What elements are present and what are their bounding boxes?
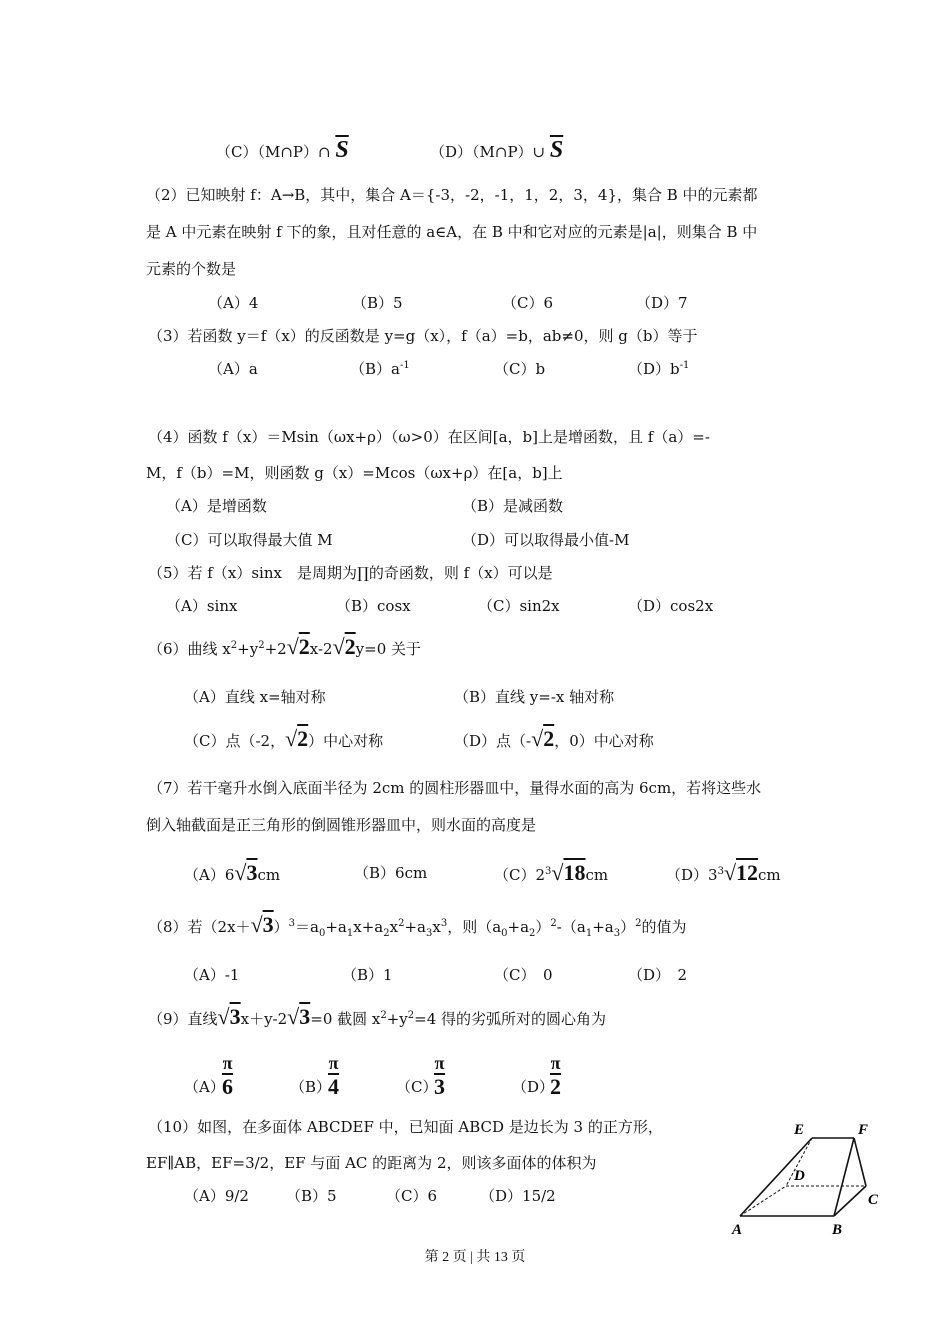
q6-stem-d: x-2 <box>309 640 333 658</box>
radicand: 2 <box>298 634 310 659</box>
q2-option-a: （A）4 <box>208 294 259 312</box>
edge-fb <box>834 1138 854 1216</box>
radical-sign: √ <box>286 634 299 659</box>
q8-l: +a <box>592 918 614 936</box>
radical-sign: √ <box>287 1004 300 1029</box>
q2-option-c: （C）6 <box>502 294 554 312</box>
q7-option-c-pre: （C）2 <box>494 866 546 884</box>
q8-j: ） <box>535 918 551 936</box>
page-footer: 第 2 页 | 共 13 页 <box>424 1250 526 1265</box>
sqrt-3 <box>251 912 274 937</box>
sub-3: 3 <box>613 928 621 939</box>
radical-sign: √ <box>551 860 564 885</box>
q8-m: ） <box>620 918 636 936</box>
radicand: 2 <box>297 726 309 751</box>
q6-exp-1: 2 <box>230 640 238 651</box>
q9-option-a-label: （A） <box>184 1078 225 1096</box>
denominator: 2 <box>550 1074 561 1099</box>
q9-mid: x＋y-2 <box>240 1010 288 1028</box>
q9-stem <box>148 1006 606 1028</box>
radicand: 18 <box>563 860 586 885</box>
denominator: 6 <box>222 1074 233 1099</box>
sqrt-2 <box>333 634 356 659</box>
radical-sign: √ <box>723 860 737 885</box>
q4-option-d: （D）可以取得最小值-M <box>462 531 630 549</box>
q3-option-b-exponent: -1 <box>399 360 410 371</box>
q10-option-b: （B）5 <box>286 1187 337 1205</box>
q6-exp-2: 2 <box>258 640 265 651</box>
sub-1: 1 <box>346 928 354 939</box>
sub-3: 3 <box>425 928 433 939</box>
q5-option-a: （A）sinx <box>166 597 238 615</box>
q6-option-d-post: ，0）中心对称 <box>554 732 654 750</box>
exp-3: 3 <box>440 918 448 929</box>
q6-option-d <box>454 728 654 750</box>
exp-2: 2 <box>398 918 405 929</box>
root-index: 3 <box>717 866 724 877</box>
sqrt-3 <box>234 860 257 885</box>
set-s-complement: $\overline{S}$ <box>335 137 349 163</box>
q10-option-d: （D）15/2 <box>480 1187 556 1205</box>
exp-3: 3 <box>288 918 296 929</box>
q9-post2: +y <box>386 1010 408 1028</box>
q8-a: ） <box>273 918 289 936</box>
q10-option-a: （A）9/2 <box>184 1187 249 1205</box>
q8-h: ，则（a <box>447 918 502 936</box>
q3-option-b <box>350 362 410 377</box>
vertex-label-b: B <box>832 1222 843 1238</box>
q4-option-a: （A）是增函数 <box>166 497 267 515</box>
q8-e: x <box>389 918 399 936</box>
q8-option-d: （D） 2 <box>628 966 688 984</box>
edge-fc <box>854 1138 866 1186</box>
q9-post3: =4 得的劣弧所对的圆心角为 <box>414 1010 607 1028</box>
q6-option-c <box>184 728 383 750</box>
q6-stem-a: （6）曲线 x <box>148 640 231 658</box>
q8-g: x <box>432 918 441 936</box>
q8-option-b: （B）1 <box>342 966 393 984</box>
radicand: 2 <box>543 726 555 751</box>
q8-n: 的值为 <box>641 918 687 936</box>
q8-pre: （8）若（2x＋ <box>148 918 251 936</box>
q5-option-b: （B）cosx <box>336 597 411 615</box>
q10-line-1: （10）如图，在多面体 ABCDEF 中，已知面 ABCD 是边长为 3 的正方形， <box>148 1118 663 1136</box>
q1-option-c-text: （C）（M∩P）∩ <box>216 143 331 161</box>
q6-option-c-pre: （C）点（-2， <box>184 732 286 750</box>
q3-option-d-text: （D）b <box>628 360 680 378</box>
q3-option-c: （C）b <box>494 360 546 378</box>
sqrt-2 <box>531 726 554 751</box>
radicand: 3 <box>262 912 274 937</box>
exp-2: 2 <box>635 918 642 929</box>
q8-option-a: （A）-1 <box>184 966 240 984</box>
radical-sign: √ <box>217 1004 230 1029</box>
q8-f: +a <box>404 918 426 936</box>
q6-option-c-post: ）中心对称 <box>308 732 384 750</box>
pi-symbol: π <box>328 1053 339 1073</box>
radicand: 12 <box>736 860 759 885</box>
q2-option-b: （B）5 <box>352 294 403 312</box>
sqrt-3 <box>287 1004 310 1029</box>
q7-option-a-unit: cm <box>257 866 281 884</box>
q8-option-c: （C） 0 <box>494 966 553 984</box>
q8-c: +a <box>325 918 347 936</box>
q7-line-1: （7）若干毫升水倒入底面半径为 2cm 的圆柱形器皿中，量得水面的高为 6cm，若将这些水 <box>148 779 762 797</box>
q10-option-c: （C）6 <box>386 1187 438 1205</box>
sub-0: 0 <box>501 928 508 939</box>
q9-pre: （9）直线 <box>148 1010 218 1028</box>
q7-option-c-unit: cm <box>585 866 609 884</box>
sub-0: 0 <box>318 928 326 939</box>
sub-2: 2 <box>383 928 390 939</box>
q1-option-d-text: （D）（M∩P）∪ <box>430 143 546 161</box>
exp-2: 2 <box>550 918 557 929</box>
radical-sign: √ <box>234 860 247 885</box>
cube-root-12 <box>724 860 758 885</box>
q8-stem <box>148 912 687 939</box>
polyhedron-figure <box>728 1114 888 1238</box>
q7-option-b: （B）6cm <box>354 864 428 882</box>
q9-option-b-label: （B） <box>290 1078 332 1096</box>
q1-option-c <box>216 138 349 162</box>
q8-k: -（a <box>556 918 586 936</box>
sqrt-2 <box>285 726 308 751</box>
q9-option-c-fraction <box>434 1054 445 1098</box>
q6-stem-e: y=0 关于 <box>355 640 422 658</box>
q9-option-b-fraction <box>328 1054 339 1098</box>
q7-option-d-pre: （D）3 <box>666 866 718 884</box>
q7-option-a <box>184 862 280 884</box>
q2-line-2: 是 A 中元素在映射 f 下的象，且对任意的 a∈A，在 B 中和它对应的元素是|a|，则集合 B 中 <box>146 223 758 241</box>
radicand: 3 <box>246 860 258 885</box>
root-index: 3 <box>545 866 552 877</box>
q9-option-c-label: （C） <box>396 1078 438 1096</box>
q3-line-1: （3）若函数 y＝f（x）的反函数是 y=g（x），f（a）=b，ab≠0，则 g（b）等于 <box>148 327 698 345</box>
q5-option-d: （D）cos2x <box>628 597 714 615</box>
radicand: 3 <box>299 1004 311 1029</box>
q7-option-c <box>494 862 608 884</box>
radicand: 2 <box>344 634 356 659</box>
q3-option-a: （A）a <box>208 360 258 378</box>
q6-stem <box>148 636 421 658</box>
q2-line-3: 元素的个数是 <box>146 260 237 278</box>
radicand: 3 <box>229 1004 241 1029</box>
q6-option-d-pre: （D）点（- <box>454 732 532 750</box>
q5-line-1: （5）若 f（x）sinx 是周期为∏的奇函数，则 f（x）可以是 <box>148 564 553 582</box>
q1-option-d <box>430 138 563 162</box>
q7-option-d-unit: cm <box>758 866 781 884</box>
q2-line-1: （2）已知映射 f：A→B，其中，集合 A＝{-3，-2，-1，1，2，3，4}，集合 B 中的元素都 <box>146 186 758 204</box>
vertex-label-a: A <box>732 1222 743 1238</box>
q6-option-a: （A）直线 x=轴对称 <box>184 688 326 706</box>
set-s-complement: $\overline{S}$ <box>549 137 564 163</box>
vertex-label-d: D <box>794 1168 805 1184</box>
q8-i: +a <box>507 918 530 936</box>
exp-2: 2 <box>380 1010 387 1021</box>
q3-option-d <box>628 362 689 377</box>
q4-line-2: M，f（b）=M，则函数 g（x）=Mcos（ωx+ρ）在[a，b]上 <box>146 464 563 482</box>
q3-option-b-text: （B）a <box>350 360 400 378</box>
q6-stem-c: +2 <box>264 640 287 658</box>
radical-sign: √ <box>250 912 263 937</box>
cube-root-18 <box>551 860 585 885</box>
q9-option-d-label: （D） <box>512 1078 555 1096</box>
vertex-label-c: C <box>868 1192 879 1208</box>
q9-option-a-fraction <box>222 1054 233 1098</box>
vertex-label-f: F <box>858 1122 869 1138</box>
q4-option-c: （C）可以取得最大值 M <box>166 531 333 549</box>
vertex-label-e: E <box>794 1122 805 1138</box>
radical-sign: √ <box>285 726 298 751</box>
q7-line-2: 倒入轴截面是正三角形的倒圆锥形器皿中，则水面的高度是 <box>146 816 537 834</box>
q9-post: =0 截圆 x <box>310 1010 381 1028</box>
radical-sign: √ <box>332 634 345 659</box>
q10-line-2: EF∥AB，EF=3/2，EF 与面 AC 的距离为 2，则该多面体的体积为 <box>146 1154 597 1172</box>
sqrt-3 <box>218 1004 241 1029</box>
denominator: 4 <box>328 1074 339 1099</box>
q4-line-1: （4）函数 f（x）＝Msin（ωx+ρ）（ω>0）在区间[a，b]上是增函数，且 f（a）=- <box>148 428 710 446</box>
edge-bc <box>834 1186 866 1216</box>
q6-option-b: （B）直线 y=-x 轴对称 <box>454 688 615 706</box>
pi-symbol: π <box>222 1053 233 1073</box>
q7-option-a-pre: （A）6 <box>184 866 235 884</box>
sub-1: 1 <box>585 928 593 939</box>
q4-option-b: （B）是减函数 <box>462 497 564 515</box>
sqrt-2 <box>287 634 310 659</box>
q8-d: x+a <box>353 918 384 936</box>
q7-option-d <box>666 862 781 884</box>
q2-option-d: （D）7 <box>636 294 688 312</box>
q3-option-d-exponent: -1 <box>679 360 690 371</box>
radical-sign: √ <box>531 726 544 751</box>
q9-option-d-fraction <box>550 1054 561 1098</box>
sub-2: 2 <box>529 928 536 939</box>
pi-symbol: π <box>434 1053 445 1073</box>
q5-option-c: （C）sin2x <box>478 597 560 615</box>
exp-2: 2 <box>407 1010 415 1021</box>
pi-symbol: π <box>550 1053 561 1073</box>
denominator: 3 <box>434 1074 445 1099</box>
q8-b: ＝a <box>295 918 319 936</box>
q6-stem-b: +y <box>237 640 259 658</box>
